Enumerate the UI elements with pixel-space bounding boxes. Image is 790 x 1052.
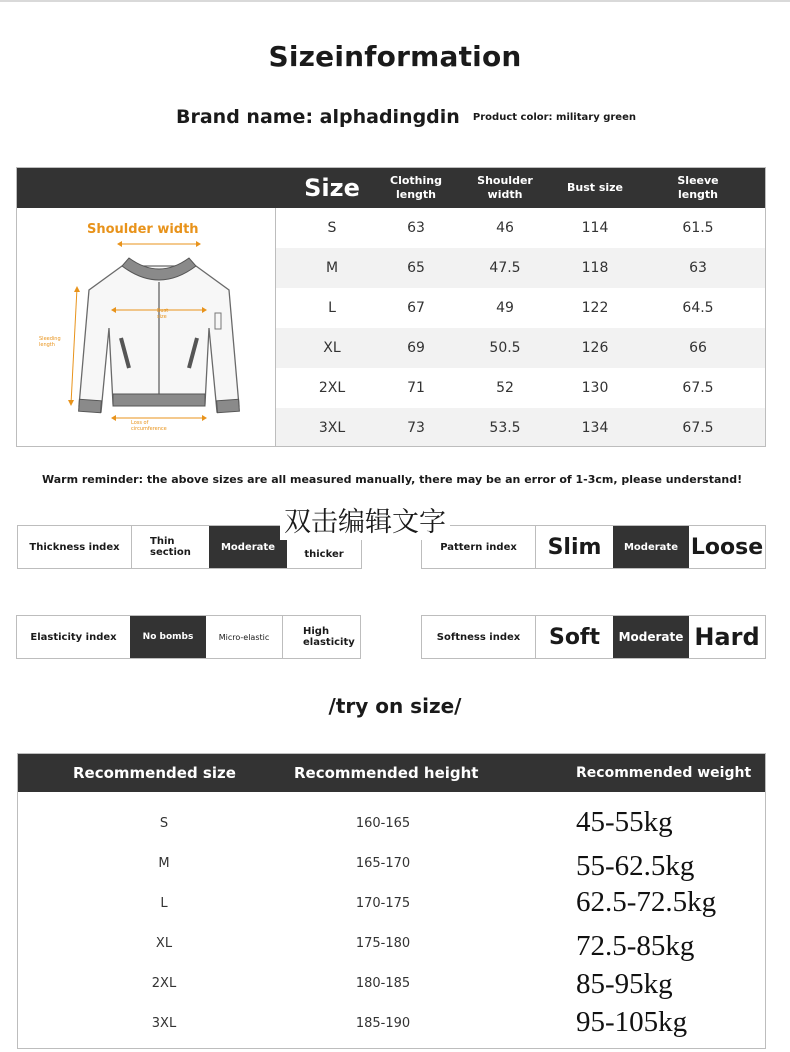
- cell-sleeve: 67.5: [682, 380, 714, 396]
- cell-sleeve: 61.5: [682, 220, 714, 236]
- warm-reminder: Warm reminder: the above sizes are all measured manually, there may be an error of 1-3cm, please understand!: [42, 473, 743, 486]
- table-row: [18, 924, 765, 964]
- pattern-opt-loose: Loose: [690, 534, 764, 560]
- cell-shoulder: 53.5: [489, 420, 521, 436]
- pattern-index-label: Pattern index: [440, 541, 517, 553]
- header-sleeve-length: Sleeve length: [677, 174, 719, 201]
- table-row: [276, 248, 765, 288]
- elasticity-opt-high: High elasticity: [282, 616, 360, 658]
- cell-shoulder: 47.5: [489, 260, 521, 276]
- pattern-opt-slim: Slim: [535, 526, 613, 568]
- rec-weight: 72.5-85kg: [576, 930, 695, 962]
- recommendation-table: [17, 753, 766, 1049]
- rec-size: S: [159, 816, 169, 831]
- softness-opt-moderate: Moderate: [613, 616, 689, 658]
- elasticity-index-label: Elasticity index: [30, 631, 117, 643]
- rec-weight: 62.5-72.5kg: [576, 886, 717, 918]
- product-color: Product color: military green: [472, 111, 636, 123]
- rec-height: 185-190: [355, 1016, 411, 1031]
- cell-size: XL: [323, 340, 341, 356]
- cell-bust: 126: [581, 340, 609, 356]
- cell-size: L: [328, 300, 336, 316]
- rec-height: 180-185: [355, 976, 411, 991]
- cell-bust: 122: [581, 300, 609, 316]
- table-row: [18, 844, 765, 884]
- softness-opt-hard: Hard: [694, 623, 760, 651]
- table-row: [276, 368, 765, 408]
- cell-bust: 134: [581, 420, 609, 436]
- sleeve-length-label: Sleeding length: [39, 336, 61, 348]
- header-bust-size: Bust size: [566, 181, 624, 194]
- elasticity-opt-no-bombs: No bombs: [130, 616, 206, 658]
- cell-length: 63: [407, 220, 425, 236]
- header-shoulder-width: Shoulder width: [477, 174, 533, 201]
- recommendation-header: [18, 754, 765, 792]
- cell-size: M: [325, 260, 339, 276]
- table-row: [276, 408, 765, 446]
- brand-name: Brand name: alphadingdin: [176, 106, 460, 128]
- try-on-heading: /try on size/: [328, 694, 462, 718]
- rec-size: XL: [155, 936, 173, 951]
- thickness-index-label: Thickness index: [29, 541, 120, 553]
- rec-weight: 85-95kg: [576, 968, 673, 1000]
- rec-size: 2XL: [151, 976, 177, 991]
- bust-size-label: Bust size: [157, 308, 169, 320]
- header-clothing-length: Clothing length: [390, 174, 442, 201]
- cell-shoulder: 46: [496, 220, 514, 236]
- rec-height: 175-180: [355, 936, 411, 951]
- cell-bust: 118: [581, 260, 609, 276]
- pattern-opt-moderate: Moderate: [613, 526, 689, 568]
- softness-index: [421, 615, 766, 659]
- jacket-diagram: [17, 208, 276, 446]
- thickness-opt-thicker: thicker: [304, 548, 344, 560]
- rec-size: L: [160, 896, 168, 911]
- rec-size: M: [158, 856, 170, 871]
- cell-bust: 114: [581, 220, 609, 236]
- table-row: [276, 328, 765, 368]
- rec-weight: 95-105kg: [576, 1006, 688, 1038]
- cell-bust: 130: [581, 380, 609, 396]
- table-row: [276, 208, 765, 248]
- cell-length: 71: [407, 380, 425, 396]
- pattern-index: [421, 525, 766, 569]
- softness-index-label: Softness index: [436, 631, 521, 643]
- shoulder-width-label: Shoulder width: [87, 222, 199, 237]
- rec-height: 160-165: [355, 816, 411, 831]
- softness-opt-soft: Soft: [535, 616, 613, 658]
- table-row: [18, 884, 765, 924]
- rec-weight: 55-62.5kg: [576, 850, 695, 882]
- edit-text-overlay: 双击编辑文字: [280, 506, 450, 540]
- cell-length: 73: [407, 420, 425, 436]
- cell-sleeve: 67.5: [682, 420, 714, 436]
- cell-sleeve: 66: [689, 340, 707, 356]
- table-row: [18, 804, 765, 844]
- elasticity-opt-micro-elastic: Micro-elastic: [218, 632, 270, 642]
- cell-shoulder: 49: [496, 300, 514, 316]
- header-recommended-height: Recommended height: [294, 764, 479, 782]
- size-table: [16, 167, 766, 447]
- cell-sleeve: 64.5: [682, 300, 714, 316]
- elasticity-index: [16, 615, 361, 659]
- header-recommended-weight: Recommended weight: [576, 765, 752, 781]
- hem-label: Loss of circumference: [131, 420, 167, 432]
- cell-length: 65: [407, 260, 425, 276]
- cell-size: 2XL: [318, 380, 346, 396]
- rec-height: 170-175: [355, 896, 411, 911]
- header-size: Size: [304, 174, 360, 202]
- brand-row: [176, 106, 636, 128]
- rec-size: 3XL: [151, 1016, 177, 1031]
- table-row: [18, 1004, 765, 1044]
- header-recommended-size: Recommended size: [73, 764, 236, 782]
- thickness-opt-thin: Thin section: [131, 526, 209, 568]
- table-row: [276, 288, 765, 328]
- thickness-opt-moderate: Moderate: [209, 526, 287, 568]
- cell-size: S: [327, 220, 337, 236]
- cell-sleeve: 63: [689, 260, 707, 276]
- page-title: Sizeinformation: [268, 40, 522, 73]
- table-row: [18, 964, 765, 1004]
- cell-shoulder: 52: [496, 380, 514, 396]
- cell-shoulder: 50.5: [489, 340, 521, 356]
- rec-height: 165-170: [355, 856, 411, 871]
- cell-length: 67: [407, 300, 425, 316]
- rec-weight: 45-55kg: [576, 806, 673, 838]
- size-table-header: [17, 168, 765, 208]
- cell-length: 69: [407, 340, 425, 356]
- cell-size: 3XL: [318, 420, 346, 436]
- top-divider: [0, 0, 790, 2]
- jacket-illustration: [17, 208, 275, 446]
